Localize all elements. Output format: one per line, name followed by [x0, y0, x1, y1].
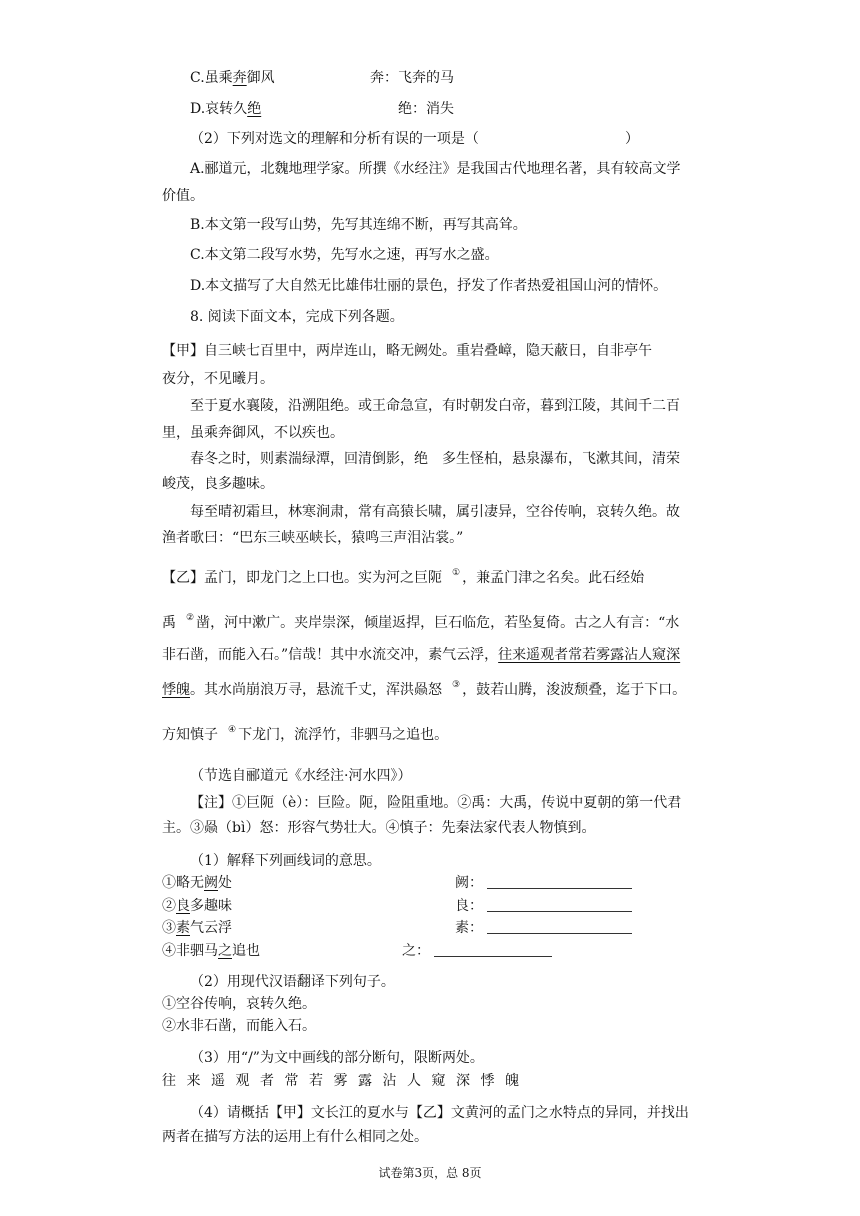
item-text: ③: [162, 920, 176, 936]
s2-item2: ②水非石凿，而能入石。: [162, 1018, 316, 1034]
footnote-marker: ④: [228, 725, 237, 735]
q7-sub2-close: ）: [625, 131, 639, 147]
option-c: [190, 68, 275, 88]
jia-p2-line2: 里，虽乘奔御风，不以疾也。: [162, 425, 344, 441]
footnote-marker: ③: [452, 680, 461, 690]
footnote-marker: ①: [452, 568, 461, 578]
answer-label: 素：: [455, 920, 483, 936]
notes-line1: 【注】①巨阨（è）：巨险。阨，险阻重地。②禹：大禹，传说中夏朝的第一代君: [190, 795, 682, 811]
underlined-word: 良: [176, 898, 190, 914]
answer-blank[interactable]: [487, 874, 632, 889]
underlined-word: 奔: [232, 70, 247, 86]
s1-item1: [162, 873, 232, 893]
q7-sub2-stem: （2）下列对选文的理解和分析有误的一项是（: [190, 131, 479, 147]
answer-label: 良：: [455, 898, 483, 914]
item-text: 追也: [232, 943, 260, 959]
yi-text: 非石凿，而能入石。”信哉！其中水流交冲，素气云浮，: [162, 647, 499, 663]
s2-item1: ①空谷传响，哀转久绝。: [162, 996, 316, 1012]
underlined-word: 绝: [247, 101, 262, 117]
yi-line3: [162, 645, 680, 665]
page-footer: 试卷第3页，总 8页: [378, 1166, 482, 1180]
s1-answer2: [455, 896, 632, 916]
s3-chars: 往来遥观者常若雾露沾人窥深悸魄: [162, 1073, 530, 1089]
underlined-word: 之: [218, 943, 232, 959]
answer-label: 阙：: [455, 875, 483, 891]
yi-text: ，鼓若山腾，浚波颓叠，迄于下口。: [462, 682, 687, 698]
jia-p4-line1: 每至晴初霜旦，林寒涧肃，常有高猿长啸，属引凄异，空谷传响，哀转久绝。故: [190, 504, 680, 520]
jia-p4-line2: 渔者歌曰：“巴东三峡巫峡长，猿鸣三声泪沾裳。”: [162, 530, 464, 546]
option-c-text: C.虽乘: [190, 70, 233, 86]
notes-line2: 主。③赑（bì）怒：形容气势壮大。④慎子：先秦法家代表人物慎到。: [162, 820, 596, 836]
s1-answer1: [455, 873, 632, 893]
q8-title: 8. 阅读下面文本，完成下列各题。: [190, 309, 404, 325]
s1-item3: [162, 918, 232, 938]
s1-item2: [162, 896, 232, 916]
yi-source: （节选自郦道元《水经注·河水四》）: [190, 768, 412, 784]
s1-item4: [162, 941, 260, 961]
s3-stem: （3）用“/”为文中画线的部分断句，限断两处。: [190, 1050, 484, 1066]
yi-text: ，兼孟门津之名矣。此石经始: [462, 570, 645, 586]
s4-line1: （4）请概括【甲】文长江的夏水与【乙】文黄河的孟门之水特点的异同，并找出: [190, 1105, 689, 1121]
q7-option-b: B.本文第一段写山势，先写其连绵不断，再写其高耸。: [190, 217, 527, 233]
s4-line2: 两者在描写方法的运用上有什么相同之处。: [162, 1129, 428, 1145]
s1-answer4: [402, 941, 552, 961]
jia-p3-line2: 峻茂，良多趣味。: [162, 476, 274, 492]
yi-line2: [162, 613, 679, 635]
yi-text: 方知慎子: [162, 727, 218, 743]
answer-blank[interactable]: [487, 919, 632, 934]
yi-text: 。其水尚崩浪万寻，悬流千丈，浑洪赑怒: [190, 682, 442, 698]
answer-blank[interactable]: [434, 942, 552, 957]
answer-blank[interactable]: [487, 897, 632, 912]
jia-p2-line1: 至于夏水襄陵，沿溯阻绝。或王命急宣，有时朝发白帝，暮到江陵，其间千二百: [190, 398, 680, 414]
jia-p3-line1: 春冬之时，则素湍绿潭，回清倒影，绝 多生怪柏，悬泉瀑布，飞漱其间，清荣: [190, 451, 680, 467]
item-text: 气云浮: [190, 920, 232, 936]
item-text: 多趣味: [190, 898, 232, 914]
jia-p1-line2: 夜分，不见曦月。: [162, 371, 274, 387]
q7-option-c: C.本文第二段写水势，先写水之速，再写水之盛。: [190, 247, 499, 263]
q7-option-a-line2: 价值。: [162, 188, 204, 204]
underlined-word: 素: [176, 920, 190, 936]
item-text: ②: [162, 898, 176, 914]
option-c-text-end: 御风: [246, 70, 275, 86]
item-text: 处: [218, 875, 232, 891]
footnote-marker: ②: [186, 613, 195, 623]
q7-option-a-line1: A.郦道元，北魏地理学家。所撰《水经注》是我国古代地理名著，具有较高文学: [190, 161, 681, 177]
jia-p1-line1: 【甲】自三峡七百里中，两岸连山，略无阙处。重岩叠嶂，隐天蔽日，自非亭午: [162, 343, 652, 359]
option-d-text: D.哀转久: [190, 101, 248, 117]
underlined-sentence: 往来遥观者常若雾露沾人窥深: [498, 647, 681, 663]
yi-text: 【乙】孟门，即龙门之上口也。实为河之巨阨: [162, 570, 442, 586]
option-d: [190, 99, 261, 119]
option-c-gloss: 奔：飞奔的马: [370, 70, 454, 86]
yi-line1: [162, 568, 644, 590]
underlined-word: 阙: [204, 875, 218, 891]
option-d-gloss: 绝：消失: [398, 101, 454, 117]
s1-stem: （1）解释下列画线词的意思。: [190, 853, 381, 869]
yi-text: 禹: [162, 615, 176, 631]
item-text: ①略无: [162, 875, 204, 891]
yi-line4: [162, 680, 686, 702]
s2-stem: （2）用现代汉语翻译下列句子。: [190, 974, 395, 990]
answer-label: 之：: [402, 943, 430, 959]
yi-text: 下龙门，流浮竹，非驷马之追也。: [238, 727, 449, 743]
item-text: ④非驷马: [162, 943, 218, 959]
underlined-sentence-end: 悸魄: [162, 682, 190, 698]
s1-answer3: [455, 918, 632, 938]
yi-line5: [162, 725, 448, 747]
yi-text: 凿，河中漱广。夹岸崇深，倾崖返捍，巨石临危，若坠复倚。古之人有言：“水: [196, 615, 680, 631]
q7-option-d: D.本文描写了大自然无比雄伟壮丽的景色，抒发了作者热爱祖国山河的情怀。: [190, 278, 668, 294]
